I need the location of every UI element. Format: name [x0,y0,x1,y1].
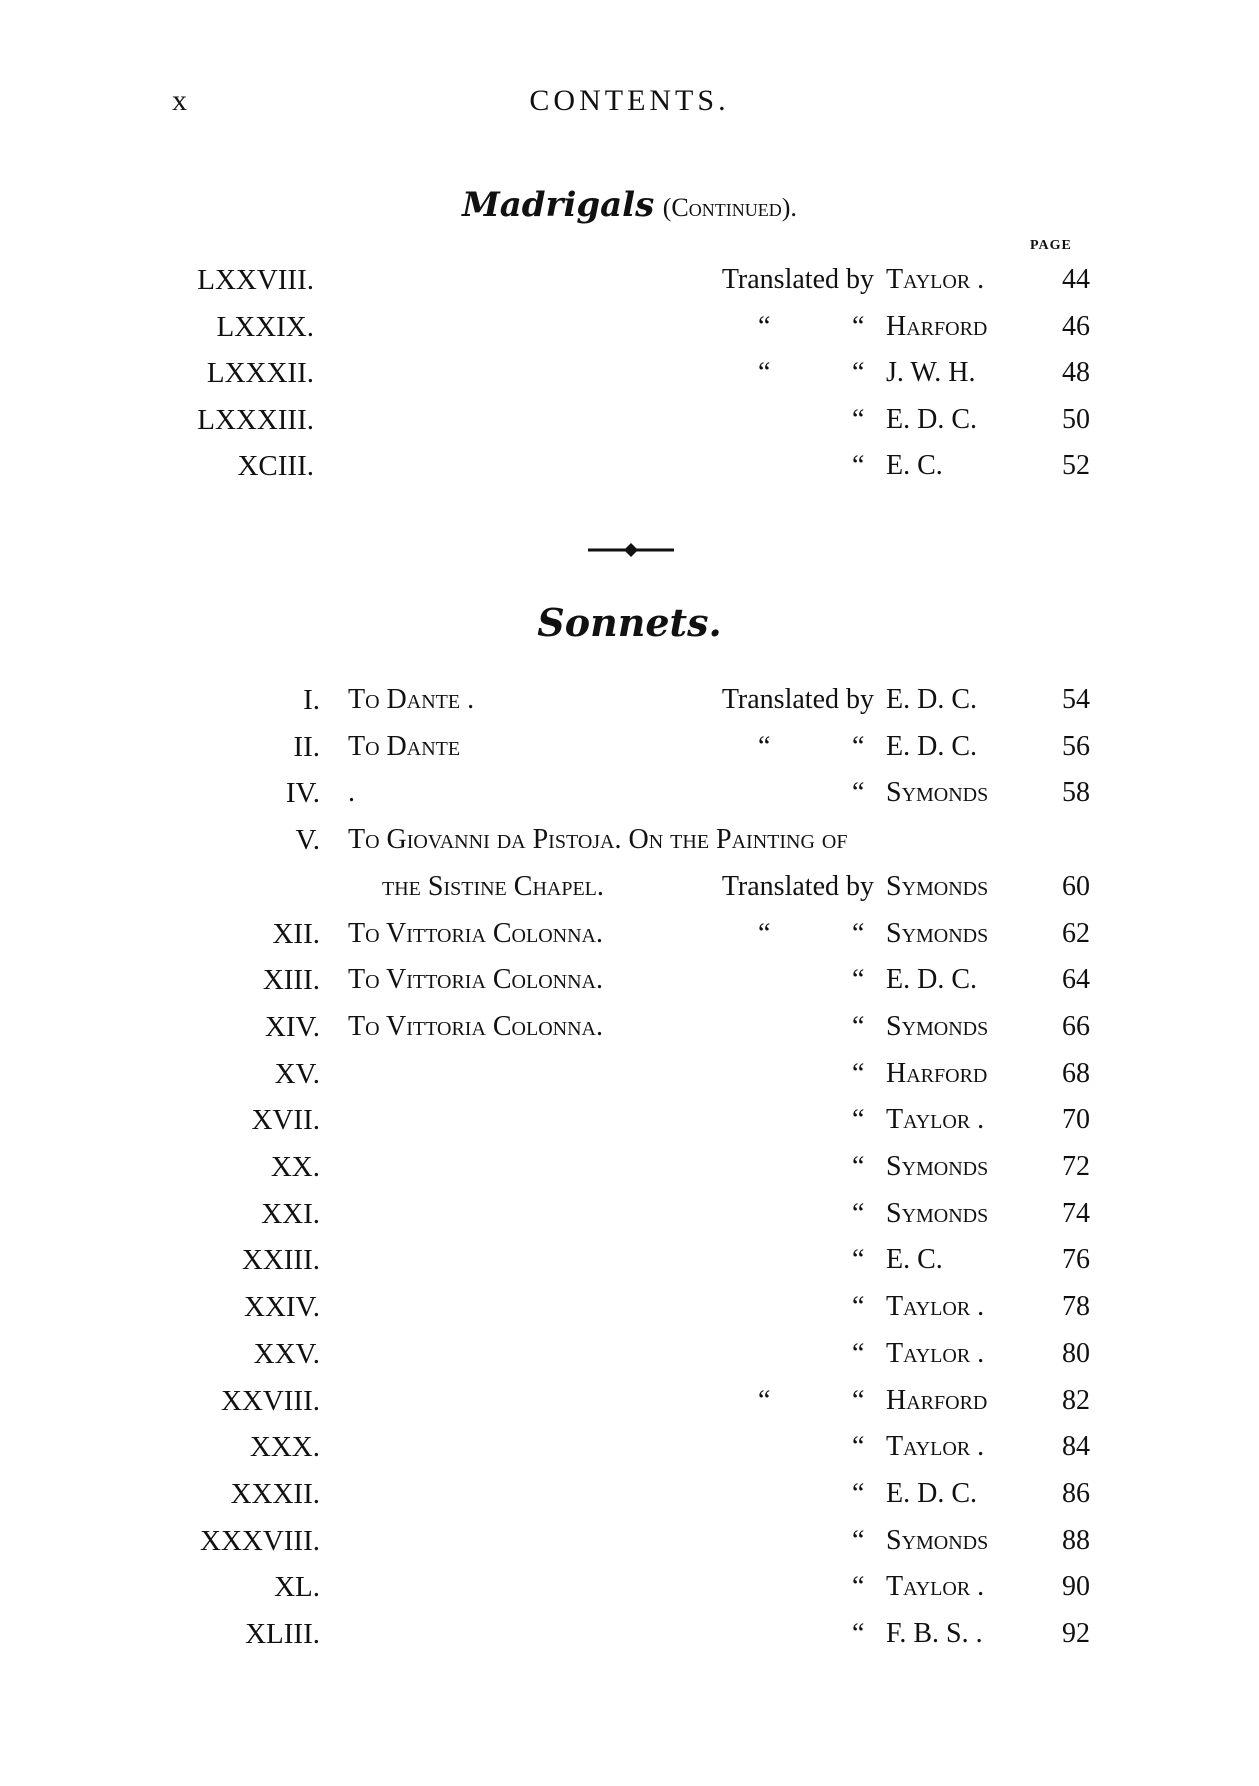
entry-number: XLIII. [245,1618,320,1650]
translator-name: Harford [886,1057,988,1089]
translator-name: Symonds [886,1151,989,1182]
entry-number: XXI. [261,1197,320,1230]
entry-number: XL. [274,1571,320,1604]
translator-name: Taylor . [886,1431,985,1463]
ditto-mark: “ [852,357,865,388]
translator-name: Symonds [886,870,989,902]
running-head: CONTENTS. [529,84,730,117]
page-number: 92 [1062,1618,1090,1649]
entry-number: XXXVIII. [200,1524,320,1557]
ditto-mark: “ [758,730,771,762]
translator-name: Harford [886,310,988,342]
entry-title: To Vittoria Colonna. [348,917,603,949]
madrigals-title: Madrigals [462,185,655,225]
entry-number: XIII. [262,964,320,997]
ditto-mark: “ [852,917,865,949]
entry-number: V. [295,824,320,857]
page-number: 88 [1062,1524,1090,1556]
madrigals-heading [0,185,1259,225]
page-number: 82 [1062,1384,1090,1416]
ditto-mark: “ [852,1571,865,1603]
entry-title: To Dante . [348,684,475,715]
entry-number: XXIII. [241,1244,320,1277]
page-number: 86 [1062,1477,1090,1509]
translator-name: E. D. C. [886,1477,977,1509]
page-number: 46 [1062,310,1090,342]
folio-number: x [172,84,188,117]
entry-number: LXXVIII. [197,264,314,296]
page-number: 78 [1062,1291,1090,1323]
entry-title: To Giovanni da Pistoja. On the Painting of [348,824,848,856]
page-number: 68 [1062,1057,1090,1089]
translator-name: F. B. S. . [886,1618,983,1649]
ditto-mark: “ [852,777,865,809]
page-number: 44 [1062,264,1090,295]
ditto-mark: “ [852,1010,865,1042]
translator-name: Taylor . [886,1104,985,1136]
ditto-mark: “ [852,1431,865,1463]
entry-number: XV. [274,1057,320,1090]
ditto-mark: “ [852,1151,865,1182]
entry-number: LXXXIII. [197,403,314,436]
ditto-mark: “ [758,310,771,342]
translator-name: E. C. [886,450,943,481]
entry-number: XXV. [253,1337,320,1370]
entry-title: To Vittoria Colonna. [348,1010,603,1042]
page-number: 56 [1062,730,1090,762]
entry-number: XX. [270,1151,320,1183]
entry-number: LXXXII. [206,357,314,389]
translator-name: Taylor . [886,1337,985,1369]
page-number: 64 [1062,964,1090,996]
ditto-mark: “ [852,1291,865,1323]
translator-name: E. D. C. [886,964,977,996]
entry-title: To Vittoria Colonna. [348,964,603,996]
translator-name: Harford [886,1384,988,1416]
page-number: 62 [1062,917,1090,949]
entry-number: I. [303,684,320,716]
page-number: 50 [1062,403,1090,435]
page-number: 70 [1062,1104,1090,1136]
ditto-mark: “ [852,310,865,342]
entry-number: XXXII. [230,1477,320,1510]
page-number: 84 [1062,1431,1090,1463]
ditto-mark: “ [758,1384,771,1416]
entry-number: XIV. [264,1010,320,1043]
ditto-mark: “ [852,730,865,762]
page-number: 48 [1062,357,1090,388]
translator-name: Symonds [886,777,989,809]
madrigals-subtitle: (Continued). [662,193,797,222]
ditto-mark: “ [852,403,865,435]
entry-number: XXIV. [244,1291,320,1324]
translator-name: Taylor . [886,1571,985,1603]
page-number: 80 [1062,1337,1090,1369]
ditto-mark: “ [852,1477,865,1509]
ditto-mark: “ [758,357,771,388]
translator-name: Symonds [886,1010,989,1042]
translator-name: E. C. [886,1244,943,1276]
translator-name: J. W. H. [886,357,976,388]
ditto-mark: “ [852,1244,865,1276]
page-column-label: PAGE [1030,238,1072,253]
ditto-mark: “ [758,917,771,949]
page-number: 58 [1062,777,1090,809]
translator-name: E. D. C. [886,684,977,715]
entry-number: LXXIX. [216,310,314,343]
ditto-mark: “ [852,964,865,996]
page-number: 76 [1062,1244,1090,1276]
ditto-mark: “ [852,1104,865,1136]
ditto-mark: “ [852,1618,865,1649]
page-number: 72 [1062,1151,1090,1182]
sonnets-heading [0,600,1259,645]
ditto-mark: “ [852,450,865,481]
page-number: 74 [1062,1197,1090,1229]
section-divider-ornament [588,540,674,560]
entry-number: XCIII. [237,450,314,482]
translator-name: E. D. C. [886,730,977,762]
translator-name: Symonds [886,1524,989,1556]
ditto-mark: “ [852,1197,865,1229]
ditto-mark: “ [852,1524,865,1556]
translated-by-label: Translated by [721,264,874,295]
page-number: 90 [1062,1571,1090,1603]
ditto-mark: “ [852,1337,865,1369]
translator-name: Taylor . [886,264,985,295]
translated-by-label: Translated by [721,870,874,902]
entry-number: IV. [285,777,320,810]
entry-title: . [348,777,355,809]
page-number: 60 [1062,870,1090,902]
translator-name: Symonds [886,917,989,949]
entry-number: XII. [272,917,320,950]
translator-name: Symonds [886,1197,989,1229]
entry-number: XVII. [251,1104,320,1137]
page-number: 52 [1062,450,1090,481]
page-number: 66 [1062,1010,1090,1042]
entry-number: XXX. [249,1431,320,1464]
page-number: 54 [1062,684,1090,715]
sonnets-title: Sonnets. [537,600,722,645]
entry-number: XXVIII. [220,1384,320,1417]
ditto-mark: “ [852,1057,865,1089]
translated-by-label: Translated by [721,684,874,715]
translator-name: Taylor . [886,1291,985,1323]
entry-title: To Dante [348,730,461,762]
entry-number: II. [293,730,320,763]
translator-name: E. D. C. [886,403,977,435]
ditto-mark: “ [852,1384,865,1416]
entry-title: the Sistine Chapel. [382,870,604,902]
